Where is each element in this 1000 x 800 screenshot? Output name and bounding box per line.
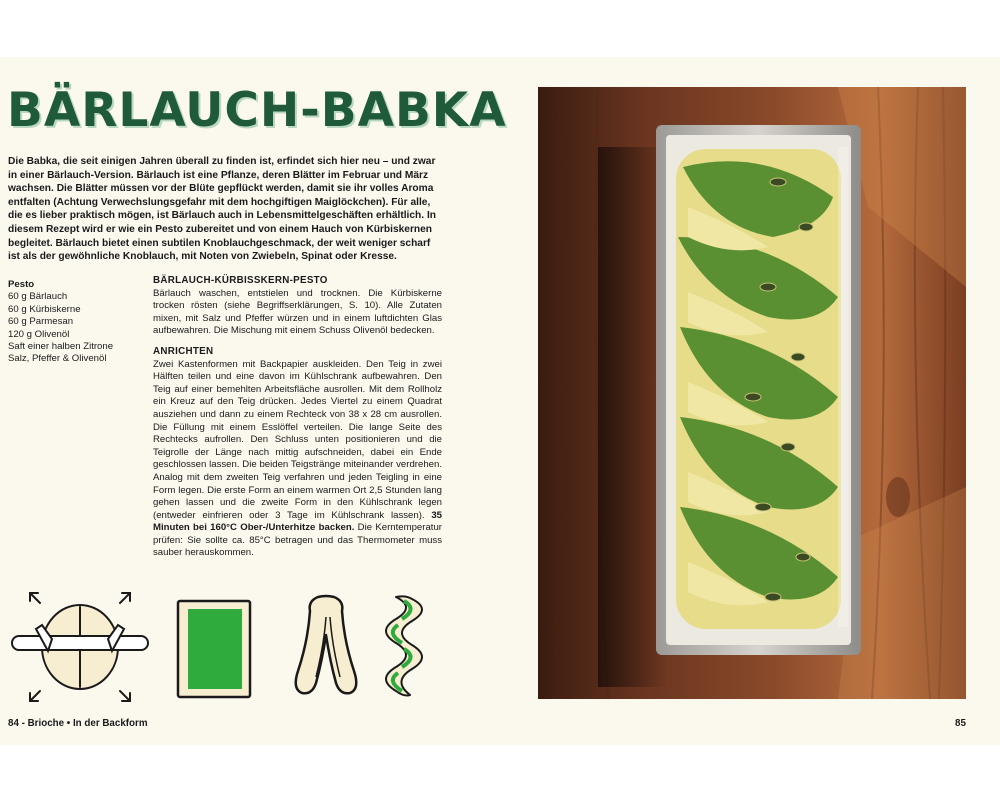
cut-dough-roll-icon	[296, 596, 357, 693]
green-filling-rectangle-icon	[178, 601, 250, 697]
step-illustrations	[0, 589, 440, 709]
intro-paragraph: Die Babka, die seit einigen Jahren überall zu finden ist, erfindet sich hier neu – und zwar in einer Bärlauch-Version. Bärlauch ist eine Pflanze, deren Blätter im Februar und März wachsen. Die Blätter müssen vor der Blüte gepflückt werden, damit sie ihr volles Aroma entfalten (Achtung Verwechslungsgefahr mit dem hochgiftigen Maiglöckchen). Für alle, die es lieber praktisch mögen, ist Bärlauch auch in Lebensmittelgeschäften erhältlich. In diesem Rezept wird er wie ein Pesto zubereitet und von einem Hauch von Kürbiskernen begleitet. Bärlauch bietet einen subtilen Knoblauchgeschmack, der weit weniger scharf ist als der gewöhnliche Knoblauch, mit Noten von Zwiebeln, Spinat oder Kresse.	[8, 156, 436, 263]
babka-photo	[538, 87, 966, 699]
baking-instruction: 35 Minuten bei 160°C Ober-/Unterhitze backen.	[153, 509, 442, 534]
ingredient-item: Salz, Pfeffer & Olivenöl	[8, 353, 107, 365]
section-text-anrichten	[153, 359, 442, 561]
anrichten-text-end: Die Kerntemperatur prüfen: Sie sollte ca. 85°C betragen und das Thermometer muss sauber herauskommen.	[153, 522, 442, 559]
ingredient-item: 60 g Bärlauch	[8, 291, 68, 303]
recipe-title: BÄRLAUCH-BABKA	[7, 83, 507, 138]
section-text-pesto: Bärlauch waschen, entstielen und trocknen. Die Kürbiskerne trocken rösten (siehe Begriffserklärungen, S. 10). Alle Zutaten mixen, mit Salz und Pfeffer würzen und in einem luftdichten Glas aufbewahren. Die Mischung mit einem Schuss Olivenöl bedecken.	[153, 287, 442, 337]
ingredient-item: 120 g Olivenöl	[8, 328, 70, 340]
book-spread	[0, 57, 1000, 745]
ingredient-item: 60 g Kürbiskerne	[8, 303, 81, 315]
page-footer-left: 84 - Brioche • In der Backform	[8, 718, 148, 729]
ingredient-list	[8, 279, 148, 366]
rolling-dough-icon	[12, 593, 148, 701]
ingredient-item: Saft einer halben Zitrone	[8, 341, 114, 353]
method-column	[153, 275, 442, 568]
anrichten-text: Zwei Kastenformen mit Backpapier auskleiden. Den Teig in zwei Hälften teilen und eine davon im Kühlschrank aufbewahren. Den Teig auf einer bemehlten Arbeitsfläche ausrollen. Mit dem Rollholz ein Kreuz auf den Teig drücken. Jedes Viertel zu einem Quadrat ausziehen und dann zu einem Rechteck von 38 x 28 cm ausrollen. Die Füllung mit einem Esslöffel verteilen. Die lange Seite des Rechtecks aufrollen. Den Schluss unten positionieren und die Teigrolle der Länge nach mittig aufschneiden, dabei ein Ende geschlossen lassen. Die beiden Teigstränge miteinander verdrehen. Analog mit dem zweiten Teig verfahren und jeden Teigling in eine Form legen. Die erste Form an einem warmen Ort 2,5 Stunden lang gehen lassen und die zweite Form in den Kühlschrank legen (entweder einfrieren oder 3 Tage im Kühlschrank lassen).	[153, 358, 442, 521]
section-heading-anrichten: ANRICHTEN	[153, 345, 214, 357]
ingredient-item: 60 g Parmesan	[8, 316, 74, 328]
section-heading-pesto: BÄRLAUCH-KÜRBISSKERN-PESTO	[153, 275, 328, 286]
page-number-right: 85	[955, 718, 966, 729]
twisted-strands-icon	[386, 596, 422, 695]
ingredient-list-title: Pesto	[8, 279, 35, 290]
